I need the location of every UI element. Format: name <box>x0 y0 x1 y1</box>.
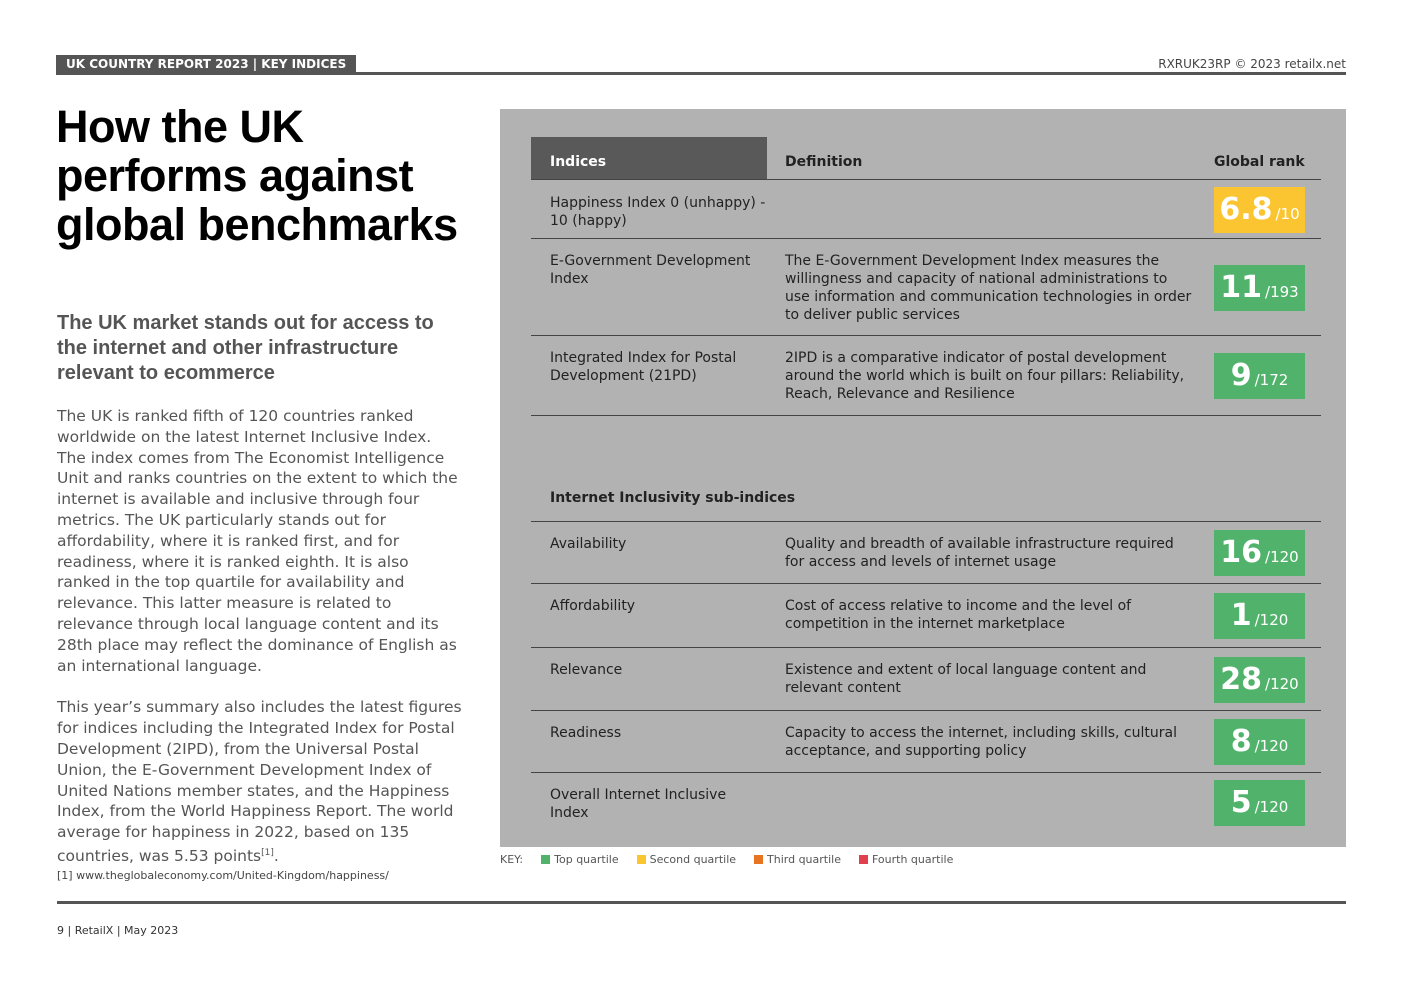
rank-total: /120 <box>1254 798 1289 816</box>
table-row <box>531 239 1321 336</box>
legend-swatch-icon <box>754 855 763 864</box>
index-definition <box>767 180 1214 238</box>
index-definition: Quality and breadth of available infrastructure required for access and levels of internet usage <box>785 536 1174 570</box>
index-definition: Existence and extent of local language content and relevant content <box>785 662 1147 696</box>
rank-badge <box>1214 780 1305 826</box>
paragraph: This year’s summary also includes the latest figures for indices including the Integrated Index for Postal Development (2IPD), from the Universal Postal Union, the E-Government Development Index of United Nations member states, and the Happiness Index, from the World Happiness Report. The world average for happiness in 2022, based on 135 countries, was 5.53 points[1]. <box>57 698 462 866</box>
rank-badge <box>1214 353 1305 399</box>
rank-cell <box>1214 336 1321 415</box>
index-definition: 2IPD is a comparative indicator of postal development around the world which is built on four pillars: Reliability, Reach, Relevance and Resilience <box>785 350 1185 402</box>
report-header <box>56 55 1346 75</box>
page-footer: 9 | RetailX | May 2023 <box>57 924 179 937</box>
legend-item <box>541 853 618 866</box>
rank-badge <box>1214 657 1305 703</box>
header-rank: Global rank <box>1214 154 1305 170</box>
indices-table <box>531 137 1321 833</box>
rank-value: 9 <box>1230 358 1252 393</box>
legend-item <box>859 853 953 866</box>
rank-badge <box>1214 719 1305 765</box>
rank-badge <box>1214 593 1305 639</box>
legend-label: KEY: <box>500 853 524 866</box>
body-text <box>57 406 462 888</box>
footnote: [1] www.theglobaleconomy.com/United-Kingdom/happiness/ <box>57 869 389 882</box>
rank-total: /120 <box>1254 737 1289 755</box>
index-definition <box>767 773 1214 833</box>
page-title: How the UK performs against global benchmarks <box>56 101 458 250</box>
rank-value: 6.8 <box>1219 192 1273 227</box>
rank-cell <box>1214 648 1321 710</box>
legend-item-label: Second quartile <box>649 853 737 866</box>
rank-value: 28 <box>1220 662 1263 697</box>
rank-cell <box>1214 773 1321 833</box>
rank-cell <box>1214 522 1321 583</box>
index-name: E-Government Development Index <box>550 253 751 287</box>
table-row <box>531 648 1321 711</box>
index-name: Happiness Index 0 (unhappy) - 10 (happy) <box>550 195 766 229</box>
legend <box>500 853 953 866</box>
rank-value: 1 <box>1230 598 1252 633</box>
rank-cell <box>1214 711 1321 772</box>
rank-value: 8 <box>1230 724 1252 759</box>
rank-value: 5 <box>1230 785 1252 820</box>
table-row <box>531 773 1321 833</box>
rank-total: /172 <box>1254 371 1289 389</box>
index-name: Overall Internet Inclusive Index <box>550 787 727 821</box>
table-row <box>531 522 1321 584</box>
table-row <box>531 711 1321 773</box>
paragraph-text: This year’s summary also includes the latest figures for indices including the Integrated Index for Postal Development (2IPD), from the Universal Postal Union, the E-Government Development Index of United Nations member states, and the Happiness Index, from the World Happiness Report. The world average for happiness in 2022, based on 135 countries, was 5.53 points <box>57 698 462 866</box>
legend-item <box>754 853 841 866</box>
paragraph: The UK is ranked fifth of 120 countries ranked worldwide on the latest Internet Inclusive Index. The index comes from The Economist Intelligence Unit and ranks countries on the extent to which the internet is available and inclusive through four metrics. The UK particularly stands out for affordability, where it is ranked first, and for readiness, where it is ranked eighth. It is also ranked in the top quartile for availability and relevance. This latter measure is related to relevance through local language content and its 28th place may reflect the dominance of English as an international language. <box>57 407 458 675</box>
divider <box>57 901 1346 904</box>
index-name: Readiness <box>550 725 622 741</box>
rank-total: /120 <box>1254 611 1289 629</box>
table-row <box>531 584 1321 648</box>
table-row <box>531 336 1321 416</box>
index-definition: Capacity to access the internet, including skills, cultural acceptance, and supporting policy <box>785 725 1177 759</box>
rank-value: 11 <box>1220 270 1263 305</box>
page-subtitle: The UK market stands out for access to the internet and other infrastructure relevant to ecommerce <box>57 312 434 384</box>
legend-swatch-icon <box>541 855 550 864</box>
legend-item-label: Third quartile <box>767 853 841 866</box>
rank-badge <box>1214 187 1305 233</box>
indices-panel <box>500 109 1346 847</box>
rank-total: /120 <box>1265 548 1299 566</box>
report-label: UK COUNTRY REPORT 2023 | KEY INDICES <box>56 55 356 73</box>
rank-total: /193 <box>1265 283 1299 301</box>
index-name: Integrated Index for Postal Development (21PD) <box>550 350 737 384</box>
legend-swatch-icon <box>637 855 646 864</box>
rank-cell <box>1214 584 1321 647</box>
legend-item-label: Fourth quartile <box>871 853 954 866</box>
legend-swatch-icon <box>859 855 868 864</box>
rank-cell <box>1214 239 1321 335</box>
legend-item-label: Top quartile <box>554 853 619 866</box>
rank-cell <box>1214 180 1321 238</box>
index-name: Availability <box>550 536 627 552</box>
index-definition: Cost of access relative to income and the level of competition in the internet marketplace <box>785 598 1132 632</box>
table-header <box>531 137 1321 180</box>
index-definition: The E-Government Development Index measures the willingness and capacity of national administrations to use information and communication technologies in order to deliver public services <box>785 253 1192 323</box>
footnote-ref: [1] <box>261 847 274 858</box>
subindices-heading: Internet Inclusivity sub-indices <box>531 416 1321 522</box>
rank-badge <box>1214 265 1305 311</box>
header-definition: Definition <box>785 154 863 170</box>
header-indices: Indices <box>531 137 767 179</box>
rank-badge <box>1214 530 1305 576</box>
rank-total: /120 <box>1265 675 1299 693</box>
index-name: Relevance <box>550 662 623 678</box>
index-name: Affordability <box>550 598 636 614</box>
rank-total: /10 <box>1275 205 1300 223</box>
report-code: RXRUK23RP © 2023 retailx.net <box>1158 57 1346 71</box>
legend-item <box>637 853 736 866</box>
rank-value: 16 <box>1220 535 1263 570</box>
table-row <box>531 180 1321 239</box>
